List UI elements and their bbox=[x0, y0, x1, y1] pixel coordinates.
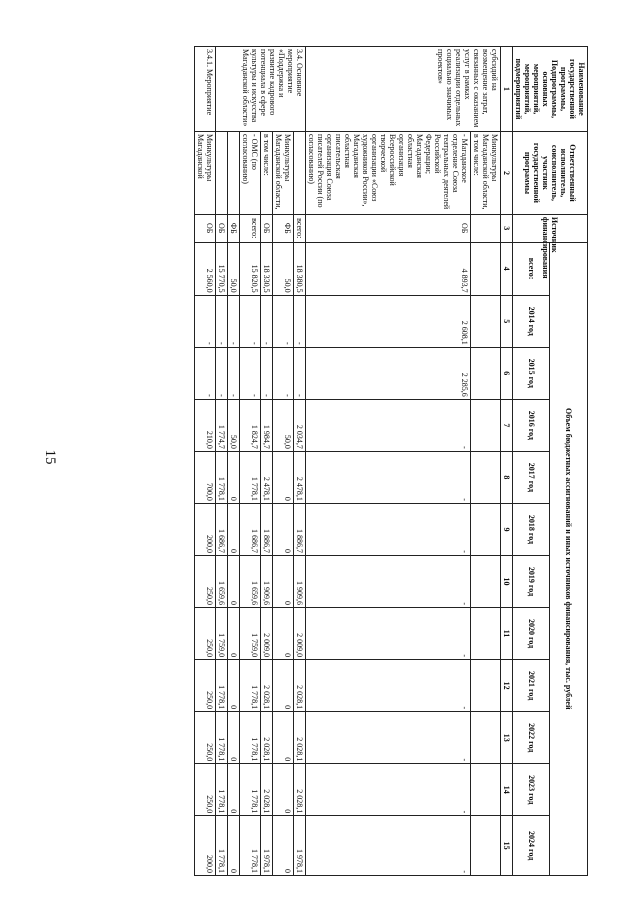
row-source: ОБ bbox=[306, 214, 471, 242]
column-index: 3 bbox=[501, 214, 513, 242]
row-source: ФБ bbox=[273, 214, 294, 242]
column-index: 7 bbox=[501, 399, 513, 451]
row-value: 0 bbox=[273, 503, 294, 555]
row-executor: Минкультуры Магаданской bbox=[195, 132, 216, 215]
header-year: 2017 год bbox=[513, 451, 551, 503]
column-index: 9 bbox=[501, 503, 513, 555]
row-value: - bbox=[195, 347, 216, 399]
row-value bbox=[471, 555, 501, 607]
row-value bbox=[471, 295, 501, 347]
row-value: - bbox=[306, 608, 471, 660]
row-executor: Минкультуры Магаданской области, в том числе: bbox=[471, 132, 501, 215]
row-executor: - Магаданское отделение Союза театральных деятелей Российской Федерации; Магаданская областная организация Всероссийской творческой организации «Союз художников России», Магаданская областная писательская организация Союза писателей России (по согласованию) bbox=[306, 132, 471, 215]
row-value: - bbox=[273, 295, 294, 347]
row-value: - bbox=[306, 764, 471, 816]
row-value: 1 909,6 bbox=[294, 555, 306, 607]
row-value bbox=[471, 503, 501, 555]
row-value: 1 774,7 bbox=[216, 399, 228, 451]
row-source: ОБ bbox=[216, 214, 228, 242]
row-value: 18 380,5 bbox=[294, 242, 306, 295]
row-value: 2 478,1 bbox=[261, 451, 273, 503]
column-index: 5 bbox=[501, 295, 513, 347]
row-value: 0 bbox=[228, 451, 240, 503]
row-value: - bbox=[306, 555, 471, 607]
header-year: 2016 год bbox=[513, 399, 551, 451]
column-index: 10 bbox=[501, 555, 513, 607]
header-year: 2018 год bbox=[513, 503, 551, 555]
row-value: 700,0 bbox=[195, 451, 216, 503]
row-value: - bbox=[240, 295, 261, 347]
row-executor: Минкультуры Магаданской области, bbox=[273, 132, 294, 215]
header-name: Наименование государственной программы, Подпрограммы, основных мероприятий, мероприятий, подмероприятий bbox=[513, 47, 588, 132]
row-name: 3.4.1. Мероприятие bbox=[195, 47, 216, 132]
row-value: 2 009,0 bbox=[294, 608, 306, 660]
row-source: всего: bbox=[294, 214, 306, 242]
header-year: 2022 год bbox=[513, 712, 551, 764]
row-value: - bbox=[306, 660, 471, 712]
table-row bbox=[216, 47, 228, 876]
row-value: - bbox=[228, 295, 240, 347]
column-index: 15 bbox=[501, 816, 513, 876]
row-value: 1 686,7 bbox=[240, 503, 261, 555]
row-value: 50,0 bbox=[273, 242, 294, 295]
row-executor: - ОМС (по согласованию) bbox=[240, 132, 261, 215]
row-source: ОБ bbox=[261, 214, 273, 242]
column-index: 8 bbox=[501, 451, 513, 503]
row-value: - bbox=[216, 295, 228, 347]
row-value bbox=[471, 347, 501, 399]
row-value: 0 bbox=[273, 816, 294, 876]
row-value: - bbox=[306, 712, 471, 764]
row-value: 1 778,1 bbox=[216, 451, 228, 503]
header-year: 2019 год bbox=[513, 555, 551, 607]
table-row bbox=[294, 47, 306, 876]
row-value: 2 285,6 bbox=[306, 347, 471, 399]
row-value bbox=[471, 660, 501, 712]
row-value: 15 770,5 bbox=[216, 242, 228, 295]
row-value: 1 978,1 bbox=[261, 816, 273, 876]
header-year: 2021 год bbox=[513, 660, 551, 712]
header-volume: Объем бюджетных ассигнований и иных источников финансирования, тыс. рублей bbox=[550, 242, 588, 875]
row-value: 1 886,7 bbox=[294, 503, 306, 555]
page-number: 15 bbox=[42, 449, 59, 465]
row-value: 1 759,0 bbox=[216, 608, 228, 660]
row-value: 1 778,1 bbox=[240, 816, 261, 876]
row-value: 1 659,6 bbox=[216, 555, 228, 607]
rotated-page bbox=[8, 46, 588, 876]
row-source bbox=[471, 214, 501, 242]
row-value: 0 bbox=[273, 660, 294, 712]
row-name: субсидий на возмещение затрат, связанных с оказанием услуг в рамках реализации отдельных социально значимых проектов» bbox=[306, 47, 501, 132]
row-value: 0 bbox=[273, 764, 294, 816]
column-index: 6 bbox=[501, 347, 513, 399]
table-row bbox=[306, 47, 471, 876]
column-index: 11 bbox=[501, 608, 513, 660]
row-source: ФБ bbox=[228, 214, 240, 242]
row-value: 0 bbox=[228, 608, 240, 660]
row-value: 0 bbox=[273, 555, 294, 607]
row-value: 2 028,1 bbox=[294, 764, 306, 816]
row-name: 3.4. Основное мероприятие «Поддержка и развитие кадрового потенциала в сфере культуры и искусства Магаданской области» bbox=[216, 47, 306, 132]
row-value: - bbox=[294, 295, 306, 347]
column-index: 1 bbox=[501, 47, 513, 132]
row-value: 0 bbox=[273, 712, 294, 764]
row-value: 1 824,7 bbox=[240, 399, 261, 451]
row-value: 0 bbox=[273, 608, 294, 660]
row-value: 2 009,0 bbox=[261, 608, 273, 660]
header-year: 2015 год bbox=[513, 347, 551, 399]
row-value: 0 bbox=[228, 555, 240, 607]
row-value: 210,0 bbox=[195, 399, 216, 451]
row-value: 1 886,7 bbox=[261, 503, 273, 555]
row-value bbox=[471, 816, 501, 876]
row-value: - bbox=[294, 347, 306, 399]
row-value: 0 bbox=[228, 816, 240, 876]
row-value: 15 820,5 bbox=[240, 242, 261, 295]
column-index: 14 bbox=[501, 764, 513, 816]
row-value: 1 778,1 bbox=[216, 764, 228, 816]
row-source: ОБ bbox=[195, 214, 216, 242]
row-value: 1 778,1 bbox=[216, 712, 228, 764]
row-value: 2 028,1 bbox=[261, 660, 273, 712]
row-value: - bbox=[306, 399, 471, 451]
header-year: 2023 год bbox=[513, 764, 551, 816]
row-value: 1 759,0 bbox=[240, 608, 261, 660]
row-value: 50,0 bbox=[273, 399, 294, 451]
column-index: 4 bbox=[501, 242, 513, 295]
row-value bbox=[471, 451, 501, 503]
row-value: 250,0 bbox=[195, 712, 216, 764]
row-value: - bbox=[261, 347, 273, 399]
row-value: 0 bbox=[228, 660, 240, 712]
column-index: 12 bbox=[501, 660, 513, 712]
row-value bbox=[471, 608, 501, 660]
table-row bbox=[228, 47, 240, 876]
row-value: 1 778,1 bbox=[216, 816, 228, 876]
row-value: 2 560,0 bbox=[195, 242, 216, 295]
header-source: Источник финансирования bbox=[513, 214, 588, 242]
row-value: - bbox=[228, 347, 240, 399]
row-value: 1 686,7 bbox=[216, 503, 228, 555]
row-executor bbox=[216, 132, 228, 215]
row-value: - bbox=[273, 347, 294, 399]
column-index: 2 bbox=[501, 132, 513, 215]
row-value: 0 bbox=[273, 451, 294, 503]
table-row bbox=[261, 47, 273, 876]
row-value: 1 909,6 bbox=[261, 555, 273, 607]
row-value: 2 028,1 bbox=[261, 712, 273, 764]
header-year: 2024 год bbox=[513, 816, 551, 876]
row-value: 0 bbox=[228, 503, 240, 555]
row-value: 2 478,1 bbox=[294, 451, 306, 503]
row-value: 2 028,1 bbox=[294, 712, 306, 764]
row-value: 18 330,5 bbox=[261, 242, 273, 295]
row-value: 50,0 bbox=[228, 242, 240, 295]
column-index: 13 bbox=[501, 712, 513, 764]
row-value: 1 778,1 bbox=[240, 712, 261, 764]
row-executor bbox=[228, 132, 240, 215]
header-year: 2020 год bbox=[513, 608, 551, 660]
row-value: 250,0 bbox=[195, 764, 216, 816]
header-executor: Ответственный исполнитель, соисполнитель, участник государственной программы bbox=[513, 132, 588, 215]
row-value: 1 659,6 bbox=[240, 555, 261, 607]
table-row bbox=[240, 47, 261, 876]
row-executor: в том числе: bbox=[261, 132, 273, 215]
row-value: 1 778,1 bbox=[240, 764, 261, 816]
row-value bbox=[471, 399, 501, 451]
row-value: 1 778,1 bbox=[240, 660, 261, 712]
row-value bbox=[471, 712, 501, 764]
header-total: всего: bbox=[513, 242, 551, 295]
header-year: 2014 год bbox=[513, 295, 551, 347]
table-row bbox=[471, 47, 501, 876]
row-value: - bbox=[306, 451, 471, 503]
row-value: 1 984,7 bbox=[261, 399, 273, 451]
row-value: 2 608,1 bbox=[306, 295, 471, 347]
row-source: всего: bbox=[240, 214, 261, 242]
row-value: - bbox=[306, 503, 471, 555]
row-value: 50,0 bbox=[228, 399, 240, 451]
row-value: - bbox=[240, 347, 261, 399]
row-value: 200,0 bbox=[195, 816, 216, 876]
row-value: 1 978,1 bbox=[294, 816, 306, 876]
row-value: - bbox=[216, 347, 228, 399]
table-row bbox=[195, 47, 216, 876]
row-value: - bbox=[261, 295, 273, 347]
row-value: 250,0 bbox=[195, 608, 216, 660]
row-value: 250,0 bbox=[195, 660, 216, 712]
row-value: 4 893,7 bbox=[306, 242, 471, 295]
row-value bbox=[471, 764, 501, 816]
row-value: - bbox=[195, 295, 216, 347]
row-value: 2 034,7 bbox=[294, 399, 306, 451]
row-value: 250,0 bbox=[195, 555, 216, 607]
row-value: 2 028,1 bbox=[294, 660, 306, 712]
budget-table bbox=[194, 46, 588, 876]
table-row bbox=[273, 47, 294, 876]
row-value: 2 028,1 bbox=[261, 764, 273, 816]
row-value: 0 bbox=[228, 764, 240, 816]
row-value: - bbox=[306, 816, 471, 876]
row-executor bbox=[294, 132, 306, 215]
row-value: 1 778,1 bbox=[216, 660, 228, 712]
row-value bbox=[471, 242, 501, 295]
row-value: 1 778,1 bbox=[240, 451, 261, 503]
row-value: 0 bbox=[228, 712, 240, 764]
row-value: 200,0 bbox=[195, 503, 216, 555]
